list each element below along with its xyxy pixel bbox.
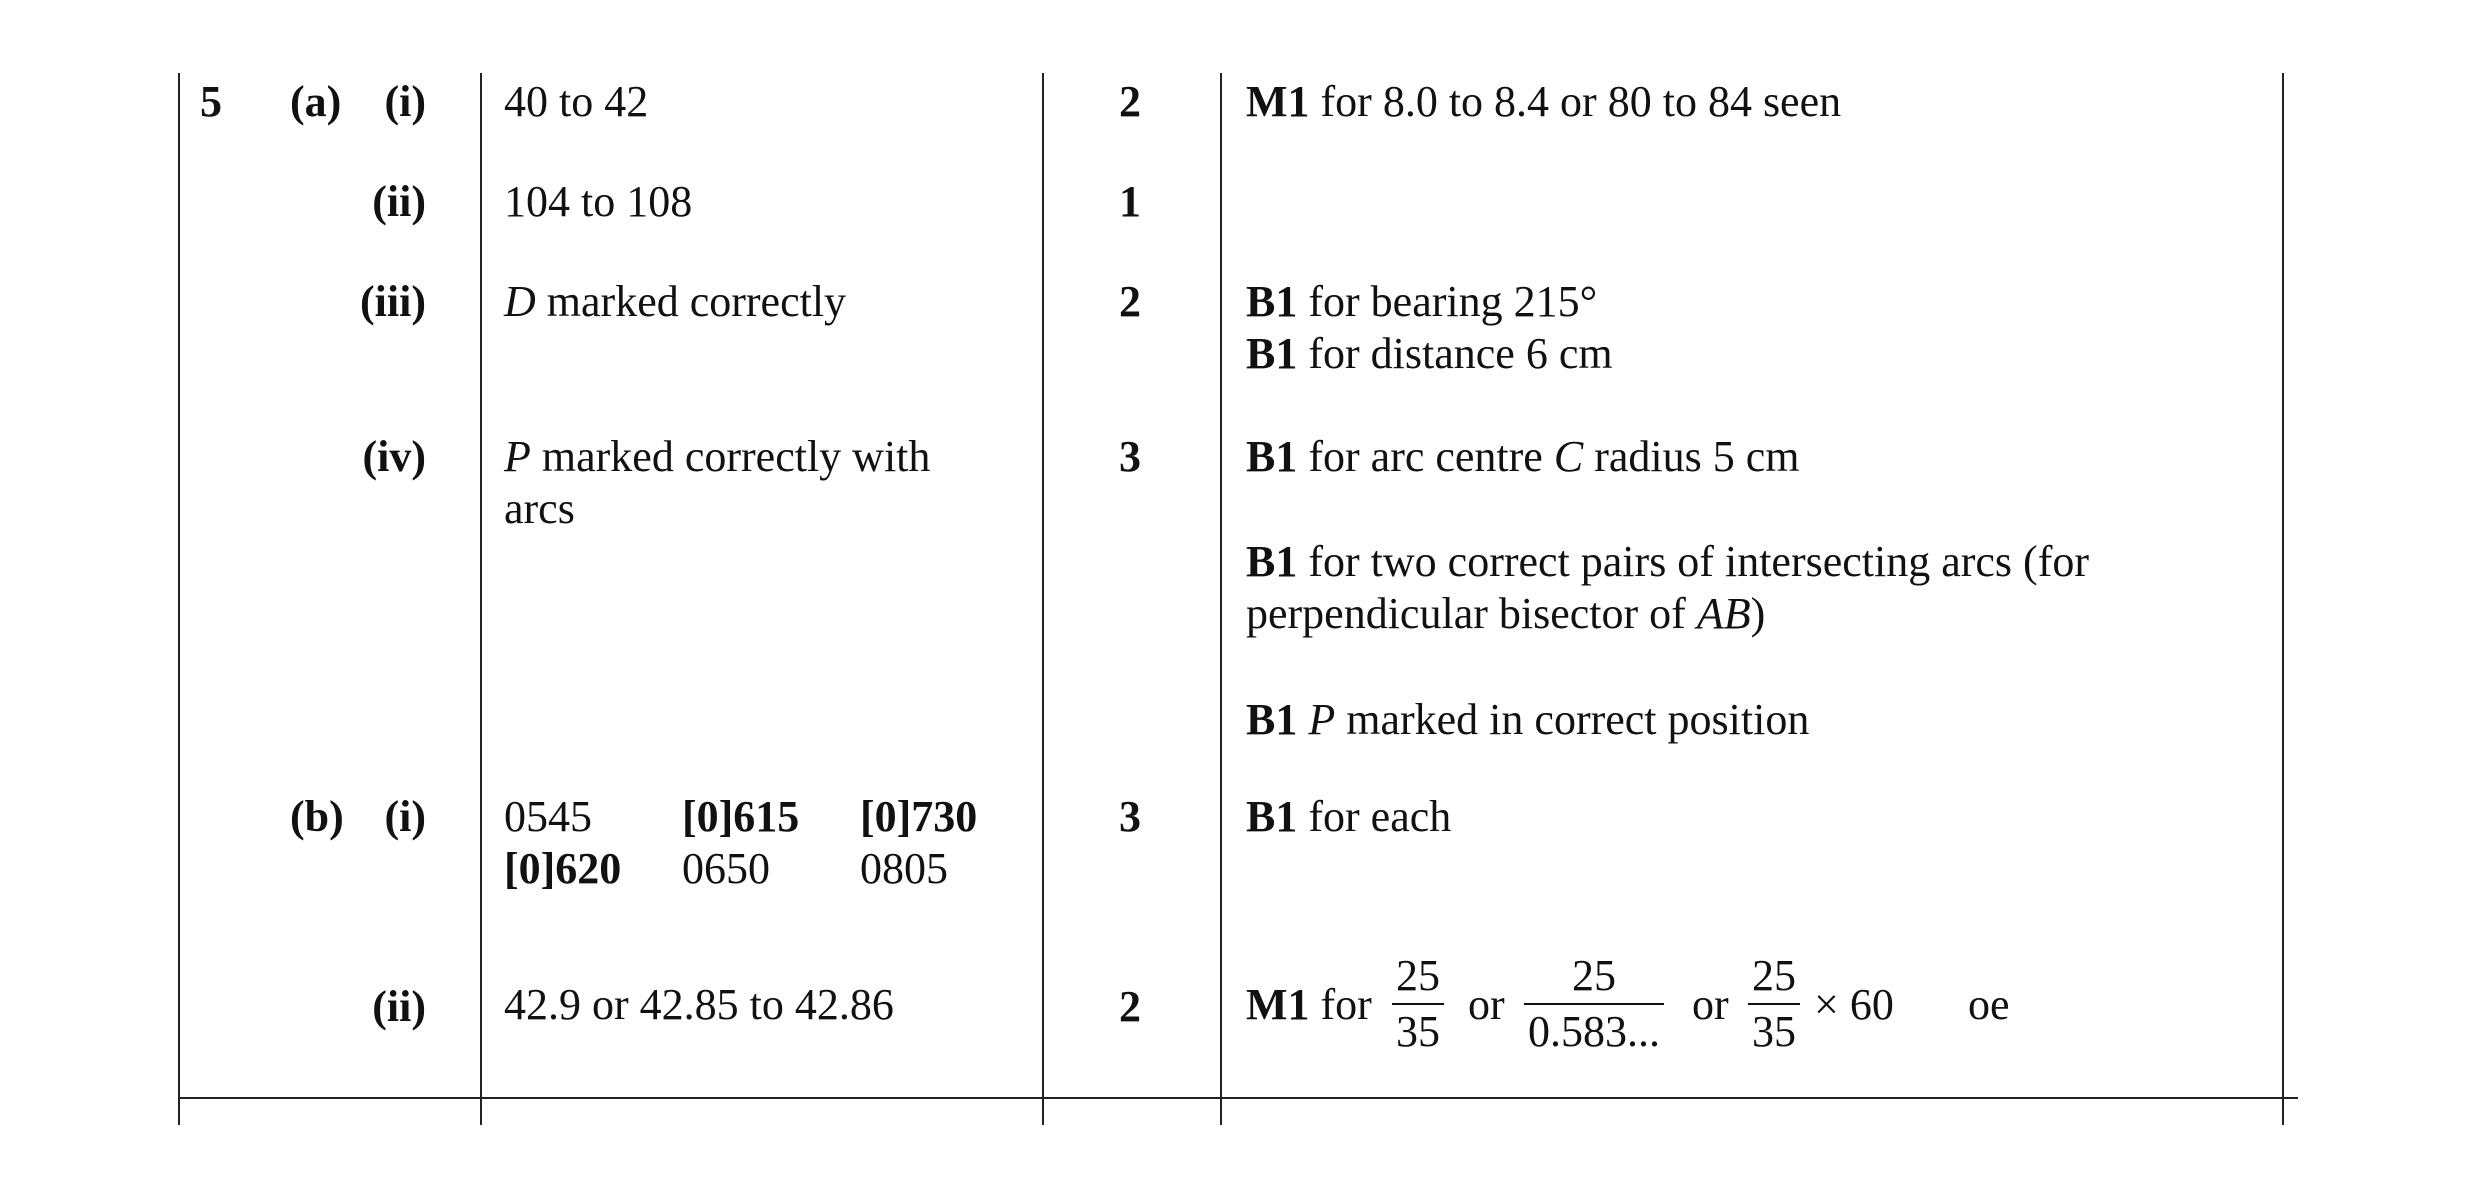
- answer-a-iv-point: P: [504, 432, 531, 481]
- subpart-label-b-ii: (ii): [372, 982, 426, 1031]
- subpart-label-a-ii: (ii): [372, 177, 426, 226]
- marks-a-iv: 3: [1119, 432, 1141, 481]
- notes-a-iv-code1: B1: [1246, 432, 1298, 481]
- notes-a-iv-text1-tail: radius 5 cm: [1583, 432, 1800, 481]
- table-border-right: [2282, 73, 2284, 1125]
- notes-a-iv-line2: [1246, 535, 2089, 589]
- part-a-label: (a): [290, 77, 342, 126]
- notes-a-iii-line1: [1246, 275, 1597, 329]
- fraction-bar: [1524, 1003, 1664, 1005]
- question-number: 5: [200, 77, 222, 126]
- fraction-denominator: 35: [1396, 1007, 1440, 1056]
- notes-a-i: [1246, 75, 1841, 129]
- notes-b-ii-for: for: [1309, 980, 1372, 1029]
- time-0545: 0545: [504, 792, 592, 841]
- table-divider-marks: [1042, 73, 1044, 1125]
- notes-a-iv-text3: perpendicular bisector of: [1246, 589, 1697, 638]
- notes-a-iv-text1: for arc centre: [1297, 432, 1554, 481]
- subpart-label-b-i: (i): [384, 792, 426, 841]
- fraction-25-over-35-a: [1392, 953, 1444, 1055]
- notes-a-i-text: for 8.0 to 8.4 or 80 to 84 seen: [1309, 77, 1842, 126]
- notes-a-iv-centre: C: [1553, 432, 1584, 481]
- subpart-label-a-iv: (iv): [362, 432, 426, 481]
- times-sixty: × 60: [1814, 980, 1894, 1029]
- answer-a-iii-point: D: [504, 277, 536, 326]
- notes-a-iii-text1: for bearing 215°: [1297, 277, 1598, 326]
- time-0805: 0805: [860, 844, 948, 893]
- fraction-25-over-35-b: [1748, 953, 1800, 1055]
- notes-a-iii-code2: B1: [1246, 329, 1298, 378]
- time-0730: [0]730: [860, 792, 978, 841]
- table-bottom-rule: [178, 1097, 2298, 1099]
- fraction-25-over-0583: [1524, 953, 1664, 1055]
- answer-a-ii: 104 to 108: [504, 177, 693, 226]
- subpart-label-a-i: (i): [384, 77, 426, 126]
- or-connector-1: or: [1468, 980, 1505, 1029]
- notes-a-iii-text2: for distance 6 cm: [1297, 329, 1613, 378]
- notes-a-iv-line4: [1246, 693, 1809, 747]
- notes-a-iv-text2: for two correct pairs of intersecting arcs (for: [1297, 537, 2090, 586]
- or-equivalent-label: oe: [1968, 980, 2010, 1029]
- notes-a-i-code: M1: [1246, 77, 1310, 126]
- marks-a-ii: 1: [1119, 177, 1141, 226]
- table-divider-notes: [1220, 73, 1222, 1125]
- answer-b-ii: 42.9 or 42.85 to 42.86: [504, 980, 894, 1029]
- answer-a-iii-text: marked correctly: [535, 277, 847, 326]
- time-0615: [0]615: [682, 792, 800, 841]
- time-0650: 0650: [682, 844, 770, 893]
- notes-a-iv-line1: [1246, 430, 1800, 484]
- notes-a-iv-point: P: [1297, 695, 1336, 744]
- notes-b-i: [1246, 790, 1451, 844]
- answer-a-iv-line1: [504, 430, 930, 484]
- fraction-denominator: 0.583...: [1528, 1007, 1660, 1056]
- table-border-left: [178, 73, 180, 1125]
- notes-b-ii-lead: [1246, 978, 1372, 1032]
- marks-a-i: 2: [1119, 77, 1141, 126]
- time-0620: [0]620: [504, 844, 622, 893]
- fraction-numerator: 25: [1752, 951, 1796, 1000]
- notes-a-iii-line2: [1246, 327, 1613, 381]
- fraction-denominator: 35: [1752, 1007, 1796, 1056]
- notes-a-iv-text4: marked in correct position: [1335, 695, 1810, 744]
- marks-a-iii: 2: [1119, 277, 1141, 326]
- fraction-bar: [1748, 1003, 1800, 1005]
- notes-a-iv-segment: AB: [1696, 589, 1751, 638]
- or-connector-2: or: [1692, 980, 1729, 1029]
- fraction-bar: [1392, 1003, 1444, 1005]
- notes-a-iii-code1: B1: [1246, 277, 1298, 326]
- notes-b-i-text: for each: [1297, 792, 1452, 841]
- part-b-label: (b): [290, 792, 344, 841]
- answer-a-i: 40 to 42: [504, 77, 649, 126]
- notes-a-iv-code2: B1: [1246, 537, 1298, 586]
- fraction-numerator: 25: [1396, 951, 1440, 1000]
- marks-b-i: 3: [1119, 792, 1141, 841]
- answer-a-iv-line2: arcs: [504, 484, 575, 533]
- subpart-label-a-iii: (iii): [360, 277, 426, 326]
- answer-a-iii: [504, 275, 846, 329]
- notes-a-iv-text3-tail: ): [1750, 589, 1766, 638]
- fraction-numerator: 25: [1572, 951, 1616, 1000]
- notes-a-iv-code3: B1: [1246, 695, 1298, 744]
- notes-b-i-code: B1: [1246, 792, 1298, 841]
- answer-a-iv-text: marked correctly with: [530, 432, 931, 481]
- notes-a-iv-line3: [1246, 587, 1765, 641]
- table-divider-answer: [480, 73, 482, 1125]
- marks-b-ii: 2: [1119, 982, 1141, 1031]
- notes-b-ii-code: M1: [1246, 980, 1310, 1029]
